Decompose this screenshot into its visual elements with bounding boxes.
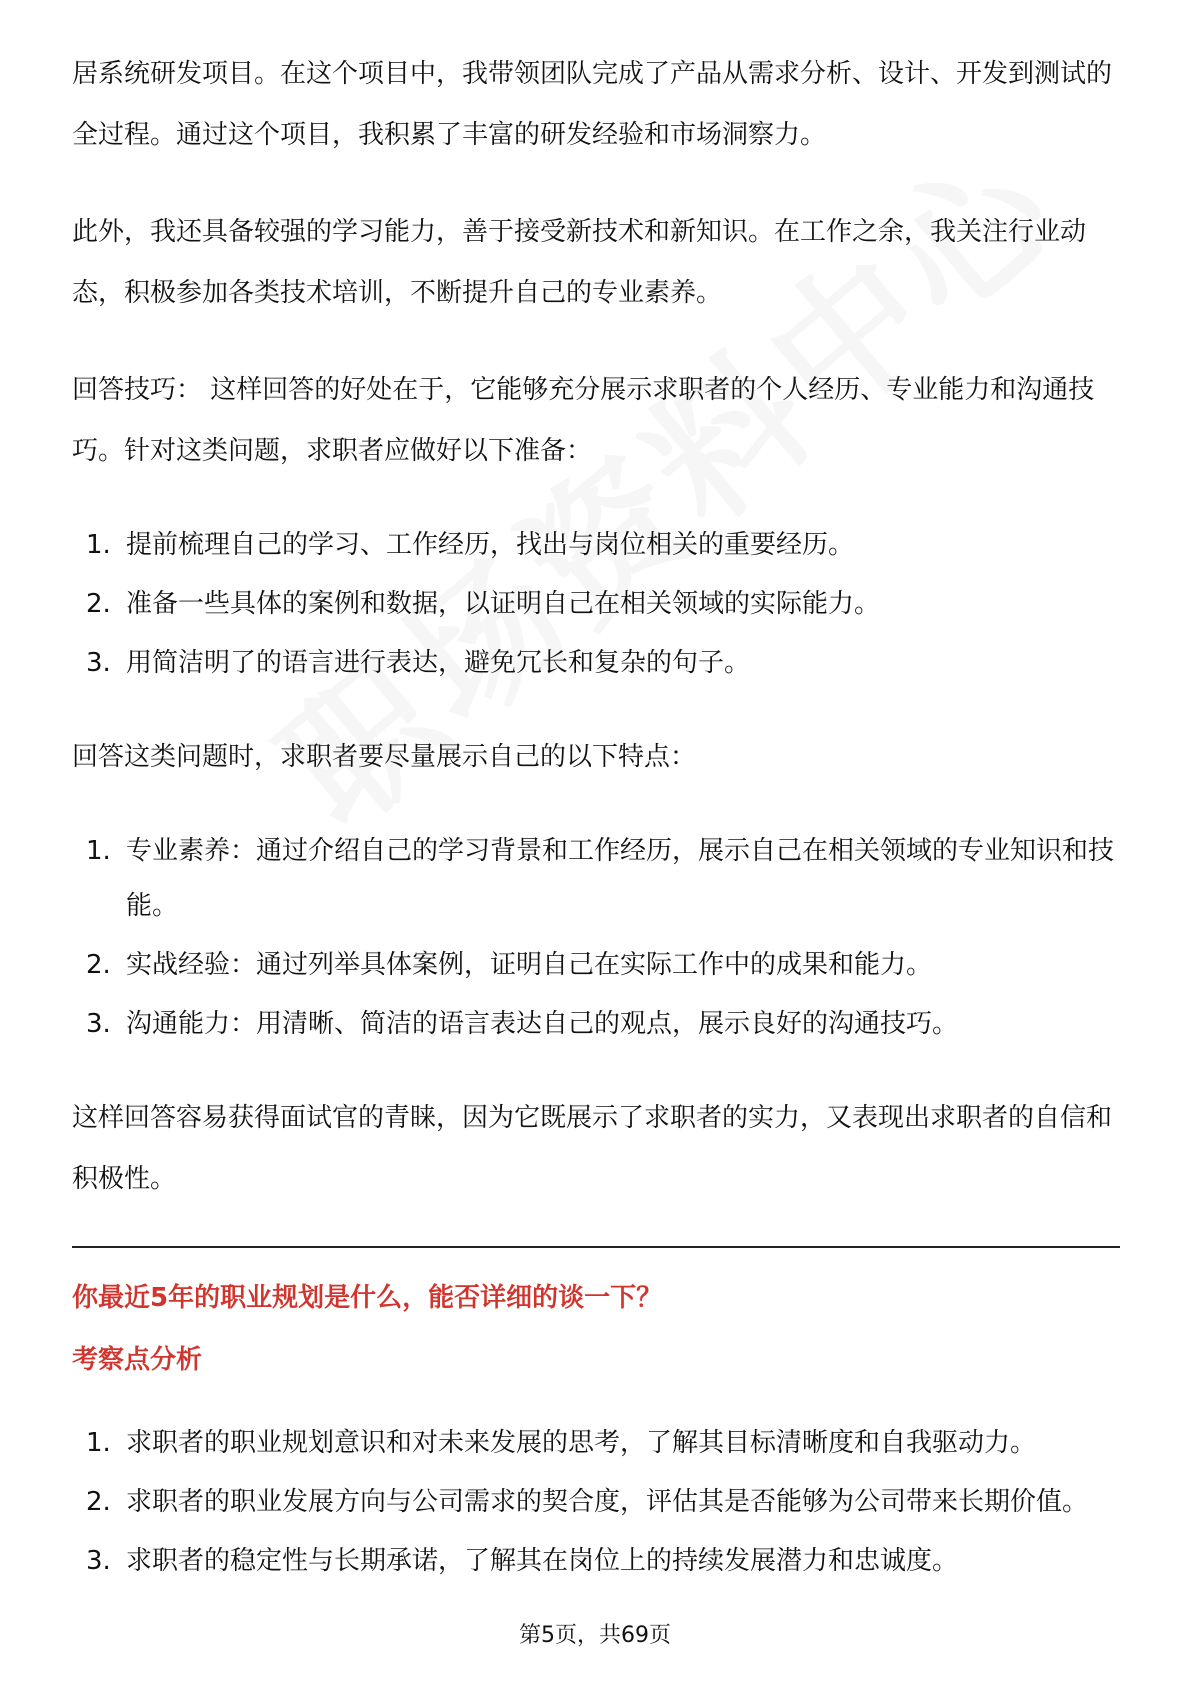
list-text: 准备一些具体的案例和数据，以证明自己在相关领域的实际能力。 xyxy=(126,589,881,619)
list-text: 求职者的稳定性与长期承诺，了解其在岗位上的持续发展潜力和忠诚度。 xyxy=(126,1546,959,1576)
list-item xyxy=(72,1416,1120,1471)
list-text: 沟通能力：用清晰、简洁的语言表达自己的观点，展示良好的沟通技巧。 xyxy=(126,1009,959,1039)
list-item xyxy=(72,577,1120,632)
list-number: 2. xyxy=(86,950,111,980)
list-number: 1. xyxy=(86,1428,111,1458)
list-number: 1. xyxy=(86,530,111,560)
list-text: 实战经验：通过列举具体案例，证明自己在实际工作中的成果和能力。 xyxy=(126,950,933,980)
paragraph: 此外，我还具备较强的学习能力，善于接受新技术和新知识。在工作之余，我关注行业动态，积极参加各类技术培训，不断提升自己的专业素养。 xyxy=(72,217,1087,308)
prep-list xyxy=(72,518,1120,691)
page-footer: 第5页，共69页 xyxy=(519,1623,671,1648)
traits-list xyxy=(72,824,1120,1052)
list-item xyxy=(72,824,1120,934)
list-text: 求职者的职业发展方向与公司需求的契合度，评估其是否能够为公司带来长期价值。 xyxy=(126,1487,1089,1517)
list-text: 专业素养：通过介绍自己的学习背景和工作经历，展示自己在相关领域的专业知识和技能。 xyxy=(126,836,1115,921)
list-item xyxy=(72,636,1120,691)
analysis-list xyxy=(72,1416,1120,1589)
list-number: 1. xyxy=(86,836,111,866)
paragraph-traits-intro: 回答这类问题时，求职者要尽量展示自己的以下特点： xyxy=(72,742,697,772)
paragraph: 居系统研发项目。在这个项目中，我带领团队完成了产品从需求分析、设计、开发到测试的全过程。通过这个项目，我积累了丰富的研发经验和市场洞察力。 xyxy=(72,59,1113,150)
list-item xyxy=(72,938,1120,993)
list-item xyxy=(72,518,1120,573)
list-item xyxy=(72,1534,1120,1589)
page-content xyxy=(72,44,1120,1625)
list-number: 3. xyxy=(86,648,111,678)
list-number: 2. xyxy=(86,589,111,619)
list-text: 用简洁明了的语言进行表达，避免冗长和复杂的句子。 xyxy=(126,648,751,678)
list-text: 提前梳理自己的学习、工作经历，找出与岗位相关的重要经历。 xyxy=(126,530,855,560)
question-title: 你最近5年的职业规划是什么，能否详细的谈一下？ xyxy=(72,1283,663,1313)
paragraph-conclusion: 这样回答容易获得面试官的青睐，因为它既展示了求职者的实力，又表现出求职者的自信和积极性。 xyxy=(72,1103,1113,1194)
paragraph-answer-tips: 回答技巧： 这样回答的好处在于，它能够充分展示求职者的个人经历、专业能力和沟通技巧。针对这类问题，求职者应做好以下准备： xyxy=(72,375,1095,466)
list-number: 3. xyxy=(86,1546,111,1576)
list-item xyxy=(72,997,1120,1052)
list-text: 求职者的职业规划意识和对未来发展的思考，了解其目标清晰度和自我驱动力。 xyxy=(126,1428,1037,1458)
list-item xyxy=(72,1475,1120,1530)
section-divider xyxy=(72,1246,1120,1248)
list-number: 3. xyxy=(86,1009,111,1039)
list-number: 2. xyxy=(86,1487,111,1517)
section-subtitle: 考察点分析 xyxy=(72,1345,203,1375)
